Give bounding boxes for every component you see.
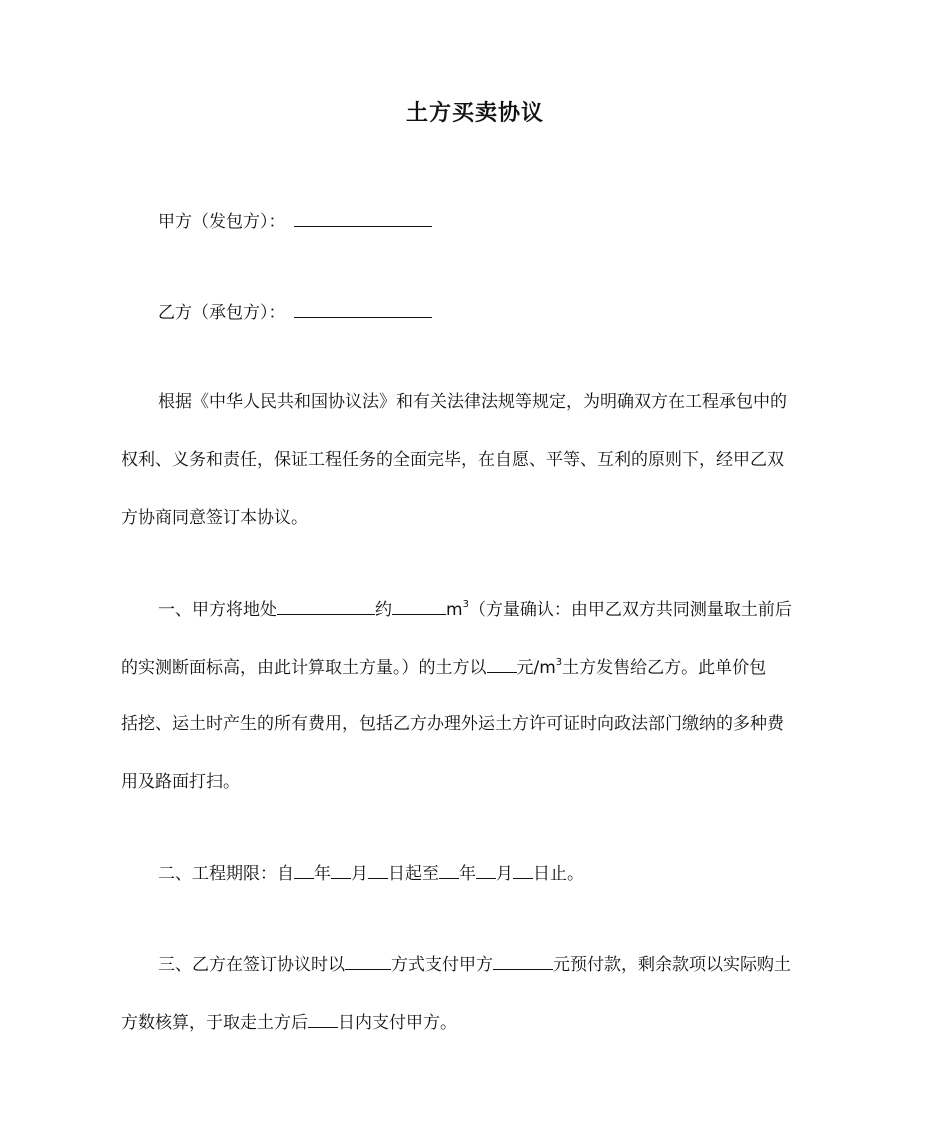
party-b-label: 乙方（承包方）： [158,303,286,323]
clause1-line-4: 用及路面打扫。 [121,772,240,792]
clause2-text: 日起至 [388,864,439,884]
clause1-line-2 [121,654,766,680]
end-year-blank [439,860,459,879]
clause3-text: 元预付款，剩余款项以实际购土 [553,955,791,975]
clause2-text: 月 [351,864,368,884]
party-b-blank [294,299,432,318]
clause2-text: 年 [314,864,331,884]
clause3-line-2 [121,1009,457,1035]
clause2-text: 日止。 [533,864,584,884]
clause3-text: 日内支付甲方。 [338,1013,457,1033]
clause3-line-1 [158,951,791,977]
clause1-text: 土方发售给乙方。此单价包 [562,658,767,678]
clause2-text: 月 [496,864,513,884]
start-day-blank [368,860,388,879]
preamble-line-1: 根据《中华人民共和国协议法》和有关法律法规等规定，为明确双方在工程承包中的 [158,392,787,412]
clause1-unit-sup: 3 [462,599,469,610]
document-title: 土方买卖协议 [405,101,544,126]
clause1-line-3: 括挖、运土时产生的所有费用，包括乙方办理外运土方许可证时向政法部门缴纳的多种费 [121,714,784,734]
clause2-line [158,860,584,886]
clause1-unit: m [446,600,463,620]
end-month-blank [476,860,496,879]
clause1-text: （方量确认：由甲乙双方共同测量取土前后 [468,600,792,620]
party-b-line [158,299,432,325]
clause1-text: 约 [375,600,392,620]
clause3-text: 三、乙方在签订协议时以 [158,955,345,975]
clause1-line-1 [158,596,792,622]
clause3-text: 方式支付甲方 [391,955,493,975]
clause2-text: 年 [459,864,476,884]
party-a-blank [294,208,432,227]
party-a-label: 甲方（发包方）： [158,212,286,232]
clause1-text: 的实测断面标高，由此计算取土方量。）的土方以 [121,658,487,678]
start-month-blank [331,860,351,879]
preamble-line-3: 方协商同意签订本协议。 [121,508,308,528]
start-year-blank [294,860,314,879]
unit-price-blank [487,654,517,673]
payment-method-blank [345,951,391,970]
clause1-unit-sup: 3 [555,657,563,668]
clause3-text: 方数核算，于取走土方后 [121,1013,308,1033]
clause2-text: 二、工程期限：自 [158,864,294,884]
prepayment-blank [493,951,553,970]
party-a-line [158,208,432,234]
clause1-text: 一、甲方将地处 [158,600,277,620]
clause1-unit: 元/m [516,658,556,678]
preamble-line-2: 权利、义务和责任，保证工程任务的全面完毕，在自愿、平等、互利的原则下，经甲乙双 [121,450,784,470]
location-blank [277,596,375,615]
quantity-blank [392,596,446,615]
end-day-blank [513,860,533,879]
payment-days-blank [308,1009,338,1028]
